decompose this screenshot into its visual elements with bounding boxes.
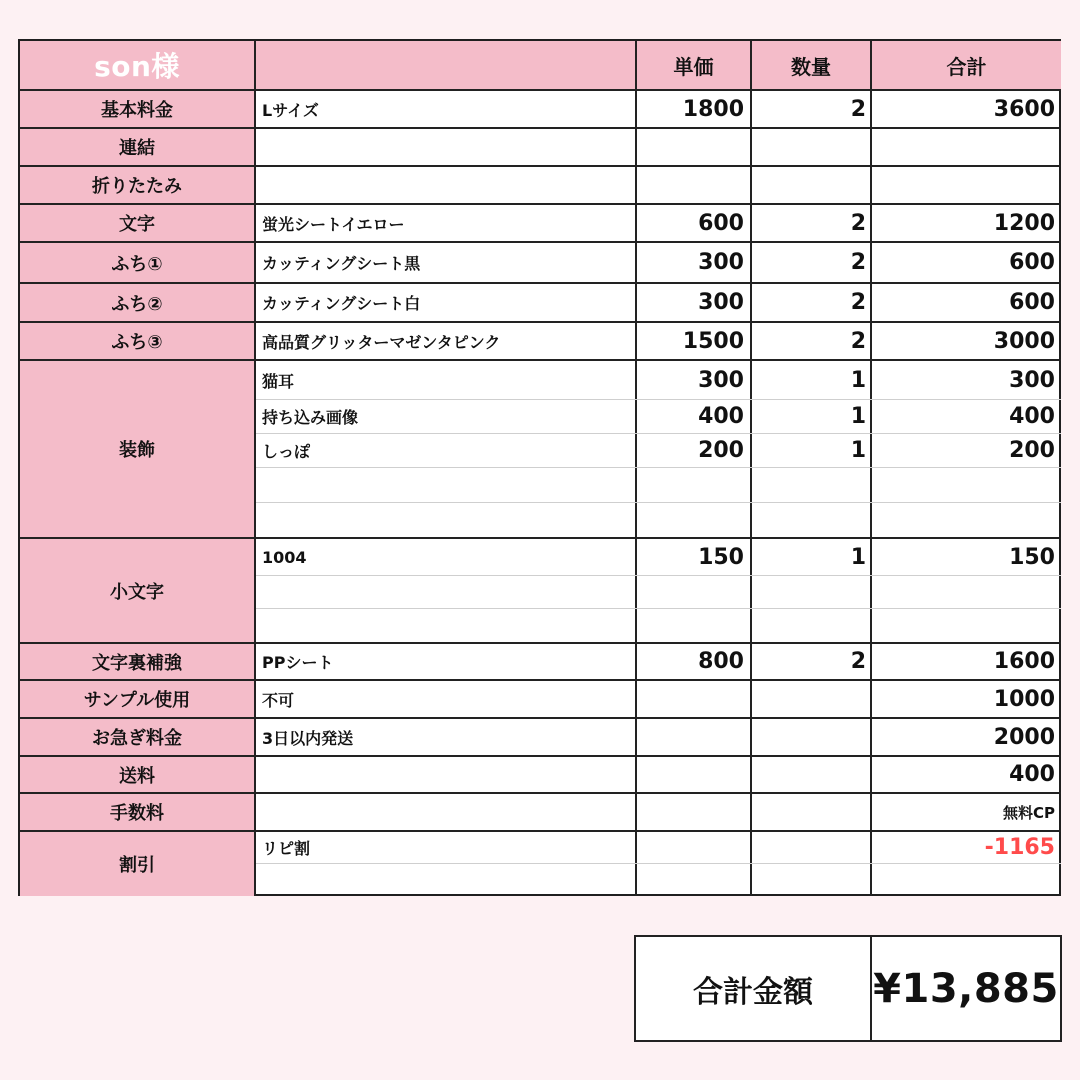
row-item-basic-fee: Lサイズ (262, 100, 319, 120)
small-text-total: 150 (1009, 544, 1055, 570)
row-item-sample-use: 不可 (262, 690, 295, 710)
decoration-total-cat-ears: 300 (1009, 367, 1055, 393)
row-item-text: 蛍光シートイエロー (262, 214, 405, 234)
quote-grid (20, 41, 1059, 894)
row-total-rush-fee: 2000 (993, 724, 1055, 750)
row-label-backing: 文字裏補強 (92, 652, 182, 674)
decoration-qty-uploaded-image: 1 (850, 404, 866, 429)
row-item-border-2: カッティングシート白 (262, 294, 421, 313)
row-label-rush-fee: お急ぎ料金 (92, 728, 182, 749)
decoration-total-tail: 200 (1009, 438, 1055, 463)
grid-line (750, 41, 752, 896)
row-total-fee: 無料CP (1002, 803, 1055, 822)
row-total-basic-fee: 3600 (993, 96, 1055, 122)
row-label-border-1: ふち① (111, 253, 163, 275)
row-unit-text: 600 (698, 210, 744, 236)
row-label-border-2: ふち② (111, 293, 163, 315)
decoration-unit-cat-ears: 300 (698, 367, 744, 393)
row-label-text: 文字 (119, 214, 155, 235)
row-label-decoration: 装飾 (119, 440, 155, 461)
row-item-backing: PPシート (262, 653, 334, 672)
subrow-line (256, 863, 1061, 864)
decoration-qty-cat-ears: 1 (850, 367, 866, 393)
decoration-unit-tail: 200 (698, 438, 744, 463)
row-item-border-3: 高品質グリッターマゼンタピンク (262, 332, 501, 352)
total-header: 合計 (946, 54, 987, 79)
decoration-unit-uploaded-image: 400 (698, 404, 744, 429)
row-item-rush-fee: 3日以内発送 (262, 728, 354, 748)
row-qty-border-2: 2 (850, 290, 866, 315)
row-total-border-2: 600 (1009, 290, 1055, 315)
row-total-border-3: 3000 (993, 328, 1055, 354)
row-label-folding: 折りたたみ (92, 176, 182, 197)
row-label-basic-fee: 基本料金 (101, 100, 173, 121)
row-unit-basic-fee: 1800 (682, 96, 744, 122)
row-unit-border-1: 300 (698, 250, 744, 275)
decoration-item-cat-ears: 猫耳 (262, 371, 295, 391)
small-text-unit: 150 (698, 544, 744, 570)
row-qty-border-1: 2 (850, 250, 866, 275)
row-unit-border-3: 1500 (682, 328, 744, 354)
subrow-line (256, 608, 1061, 609)
grand-total-box (634, 935, 1062, 1042)
decoration-qty-tail: 1 (850, 438, 866, 463)
quote-table (18, 39, 1061, 896)
small-text-qty: 1 (850, 544, 866, 570)
subrow-line (256, 575, 1061, 576)
row-unit-backing: 800 (698, 649, 744, 674)
row-qty-border-3: 2 (850, 328, 866, 354)
decoration-item-tail: しっぽ (262, 442, 311, 461)
row-total-text: 1200 (993, 210, 1055, 236)
row-label-sample-use: サンプル使用 (83, 690, 191, 711)
row-item-border-1: カッティングシート黒 (262, 254, 421, 273)
decoration-total-uploaded-image: 400 (1009, 404, 1055, 429)
grand-total-label: 合計金額 (693, 974, 813, 1010)
row-qty-backing: 2 (850, 649, 866, 674)
row-total-discount: -1165 (984, 835, 1055, 860)
row-item-discount: リピ割 (262, 839, 311, 858)
subrow-line (256, 467, 1061, 468)
row-unit-border-2: 300 (698, 290, 744, 315)
row-label-discount: 割引 (119, 855, 155, 876)
row-total-backing: 1600 (993, 649, 1055, 674)
quantity-header: 数量 (791, 54, 831, 79)
customer-name: son様 (94, 50, 180, 83)
grid-line (254, 41, 256, 896)
small-text-item: 1004 (262, 547, 307, 567)
row-label-fee: 手数料 (110, 803, 164, 824)
row-total-sample-use: 1000 (993, 686, 1055, 712)
decoration-item-uploaded-image: 持ち込み画像 (262, 408, 359, 427)
grid-line (635, 41, 637, 896)
row-label-border-3: ふち③ (111, 332, 163, 353)
grand-total-value: ¥13,885 (873, 965, 1059, 1012)
row-label-connection: 連結 (119, 138, 155, 159)
row-label-small-text: 小文字 (110, 581, 164, 603)
row-total-border-1: 600 (1009, 250, 1055, 275)
row-qty-text: 2 (850, 210, 866, 236)
row-qty-basic-fee: 2 (850, 96, 866, 122)
subrow-line (256, 502, 1061, 503)
row-total-shipping: 400 (1009, 762, 1055, 787)
row-label-shipping: 送料 (119, 765, 155, 787)
unit-price-header: 単価 (673, 54, 714, 79)
